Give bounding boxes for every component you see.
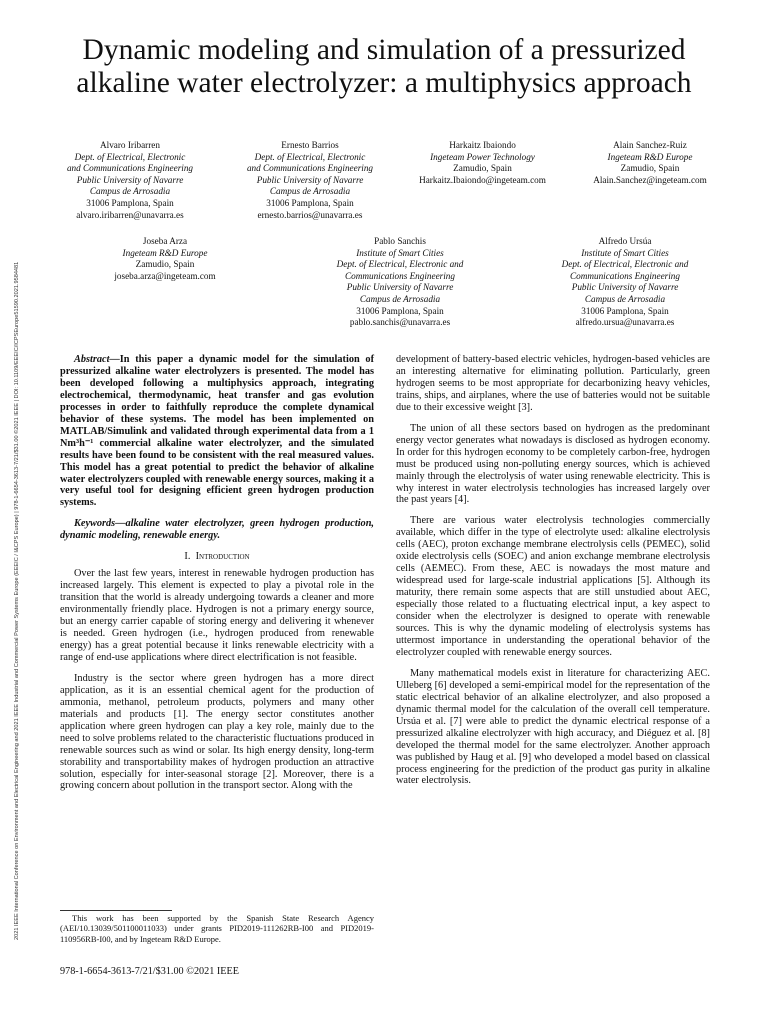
author-affiliation: Dept. of Electrical, Electronic and <box>561 259 689 270</box>
author-email: Harkaitz.Ibaiondo@ingeteam.com <box>419 174 546 185</box>
author-block-3 <box>400 140 565 186</box>
paper-title: Dynamic modeling and simulation of a pressurized alkaline water electrolyzer: a multiphysics approach <box>76 34 692 99</box>
author-address: 31006 Pamplona, Spain <box>581 305 669 316</box>
author-affiliation: Communications Engineering <box>345 270 455 281</box>
author-affiliation: Communications Engineering <box>570 270 680 281</box>
author-affiliation: Public University of Navarre <box>76 174 184 185</box>
author-name: Ernesto Barrios <box>281 140 339 150</box>
abstract-lead: Abstract— <box>74 354 120 365</box>
author-address: 31006 Pamplona, Spain <box>86 197 174 208</box>
author-name: Alvaro Iribarren <box>100 140 160 150</box>
author-name: Harkaitz Ibaiondo <box>449 140 516 150</box>
author-address: Zamudio, Spain <box>453 163 512 174</box>
author-affiliation: Dept. of Electrical, Electronic <box>254 151 366 162</box>
author-block-1 <box>50 140 210 221</box>
left-column <box>60 354 374 801</box>
author-affiliation: Public University of Navarre <box>256 174 364 185</box>
author-email: alfredo.ursua@unavarra.es <box>575 317 675 328</box>
footnote: This work has been supported by the Spanish State Research Agency (AEI/10.13039/501100011033) under grants PID2019-111262RB-I00 and PID2019-110956RB-I00, and by Ingeteam R&D Europe. <box>60 913 374 944</box>
footnote-rule <box>60 910 172 911</box>
author-name: Pablo Sanchis <box>374 236 426 246</box>
author-email: alvaro.iribarren@unavarra.es <box>76 209 184 220</box>
section-number: I. <box>184 551 191 563</box>
author-affiliation: Campus de Arrosadia <box>359 293 441 304</box>
author-affiliation: and Communications Engineering <box>246 163 374 174</box>
paragraph: Industry is the sector where green hydrogen has a more direct application, as it is an essential chemical agent for the production of ammonia, methanol, petroleum products, polymers and many other materials and products [1]. The energy sector constitutes another application where green hydrogen can play a key role, mainly due to the need to solve problems related to the characteristic fluctuations produced in renewable sources such as wind or solar. Its high energy density, long-term storability and transportability makes of hydrogen production an attractive solution, especially for inter-seasonal storage [2]. Moreover, there is a growing concern about pollution in the transport sector. Along with the <box>60 672 374 792</box>
author-block-2 <box>220 140 400 221</box>
author-email: joseba.arza@ingeteam.com <box>114 270 216 281</box>
author-block-6 <box>305 236 495 329</box>
copyright-notice: 978-1-6654-3613-7/21/$31.00 ©2021 IEEE <box>60 966 239 977</box>
author-email: Alain.Sanchez@ingeteam.com <box>593 174 707 185</box>
author-block-7 <box>530 236 720 329</box>
right-column <box>396 354 710 796</box>
paragraph: Over the last few years, interest in renewable hydrogen production has increased largely. This element is expected to play a pivotal role in the transition that the world is already undergoing towards a cleaner and more environmentally friendly place. Hydrogen is not a primary energy source, but an energy carrier capable of storing energy and delivering it whenever is needed. Green hydrogen (i.e., hydrogen produced from renewable energy) has a great potential because it links renewable electricity with a range of end-use applications where direct electrification is not feasible. <box>60 568 374 663</box>
author-affiliation: and Communications Engineering <box>66 163 194 174</box>
paragraph: Many mathematical models exist in literature for characterizing AEC. Ulleberg [6] developed a semi-empirical model for the representation of the static electrical behavior of an alkaline electrolyzer, and also proposed a dynamic thermal model for the calculation of the overall cell temperature. Ursúa et al. [7] were able to predict the dynamic electrical response of a pressurized alkaline electrolyzer with high accuracy, and Diéguez et al. [8] developed the thermal model for the same electrolyzer. Another approach was published by Haug et al. [9] who developed a model based on classical process engineering for the prediction of the product gas purity in alkaline water electrolysis. <box>396 667 710 787</box>
author-affiliation: Institute of Smart Cities <box>581 247 669 258</box>
section-heading <box>60 551 374 563</box>
author-address: 31006 Pamplona, Spain <box>356 305 444 316</box>
author-affiliation: Ingeteam R&D Europe <box>122 247 208 258</box>
paragraph: The union of all these sectors based on hydrogen as the predominant energy vector generates what nowadays is disclosed as hydrogen economy. In order for this hydrogen economy to be completely carbon-free, hydrogen must be produced using non-polluting energy sources, which is achieved mainly through the electrolysis of water using renewable electricity. This is why interest in water electrolysis technologies has increased largely over the past years [4]. <box>396 422 710 506</box>
author-affiliation: Public University of Navarre <box>571 282 679 293</box>
side-banner: 2021 IEEE International Conference on Environment and Electrical Engineering and 2021 IEEE Industrial and Commercial Power Systems Europe (EEEIC / I&CPS Europe) | 978-1-6654-3613-7/21/$31.00 ©2021 IEEE | DOI: 10.1109/EEEIC/ICPSEurope51590.2021.9584481 <box>14 261 20 940</box>
author-affiliation: Dept. of Electrical, Electronic and <box>336 259 464 270</box>
paragraph: There are various water electrolysis technologies commercially available, which differ in the type of electrolyte used: alkaline electrolysis cells (AEC), proton exchange membrane electrolysis cells (PEMEC), solid oxide electrolysis cells (SOEC) and anion exchange membrane electrolysis cells (AEMEC). From these, AEC is nowadays the most mature and widespread used for large-scale industrial applications [5]. Although its maturity, there remain some aspects that are still unstudied about AEC, especially those related to a fluctuating electrical input, a key aspect to consider when the electrolyzer is designed to operate with renewable sources. This is why the dynamic modeling of electrolysis systems has uttermost importance in understanding the operational behavior of the electrolyzer coupled with renewable energy sources. <box>396 515 710 658</box>
author-block-4 <box>570 140 730 186</box>
author-name: Alfredo Ursúa <box>598 236 652 246</box>
author-address: 31006 Pamplona, Spain <box>266 197 354 208</box>
author-affiliation: Ingeteam Power Technology <box>430 151 535 162</box>
author-name: Alain Sanchez-Ruiz <box>613 140 687 150</box>
author-email: pablo.sanchis@unavarra.es <box>349 317 451 328</box>
author-email: ernesto.barrios@unavarra.es <box>257 209 363 220</box>
author-affiliation: Public University of Navarre <box>346 282 454 293</box>
author-affiliation: Campus de Arrosadia <box>584 293 666 304</box>
author-address: Zamudio, Spain <box>620 163 680 174</box>
abstract-text: In this paper a dynamic model for the simulation of pressurized alkaline water electrolyzers is presented. The model has been developed following a multiphysics approach, integrating electrochemical, thermodynamic, heat transfer and gas evolution processes in order to faithfully reproduce the complete dynamical behavior of these systems. The model has been implemented on MATLAB/Simulink and validated through experimental data from a 1 Nm³h⁻¹ commercial alkaline water electrolyzer, and the simulated results have been found to be consistent with the real measured values. This model has a great potential to predict the behavior of alkaline water electrolyzers coupled with renewable energy sources, making it a very useful tool for designing efficient green hydrogen production systems. <box>60 354 374 509</box>
author-affiliation: Ingeteam R&D Europe <box>607 151 693 162</box>
section-title: Introduction <box>195 551 250 563</box>
paragraph: development of battery-based electric vehicles, hydrogen-based vehicles are an interesting alternative for eliminating pollution. Particularly, green hydrogen seems to be most appropriate for decarbonizing heavy vehicles, trains, ships, and airplanes, where the use of batteries would not be suitable due to their excessive weight [3]. <box>396 354 710 413</box>
keywords: Keywords—alkaline water electrolyzer, green hydrogen production, dynamic modeling, renewable energy. <box>60 518 374 542</box>
author-affiliation: Campus de Arrosadia <box>269 186 351 197</box>
author-affiliation: Institute of Smart Cities <box>356 247 444 258</box>
author-block-5 <box>80 236 250 282</box>
author-address: Zamudio, Spain <box>135 259 195 270</box>
abstract <box>60 354 374 509</box>
author-name: Joseba Arza <box>142 236 188 246</box>
author-affiliation: Dept. of Electrical, Electronic <box>74 151 186 162</box>
author-affiliation: Campus de Arrosadia <box>89 186 171 197</box>
